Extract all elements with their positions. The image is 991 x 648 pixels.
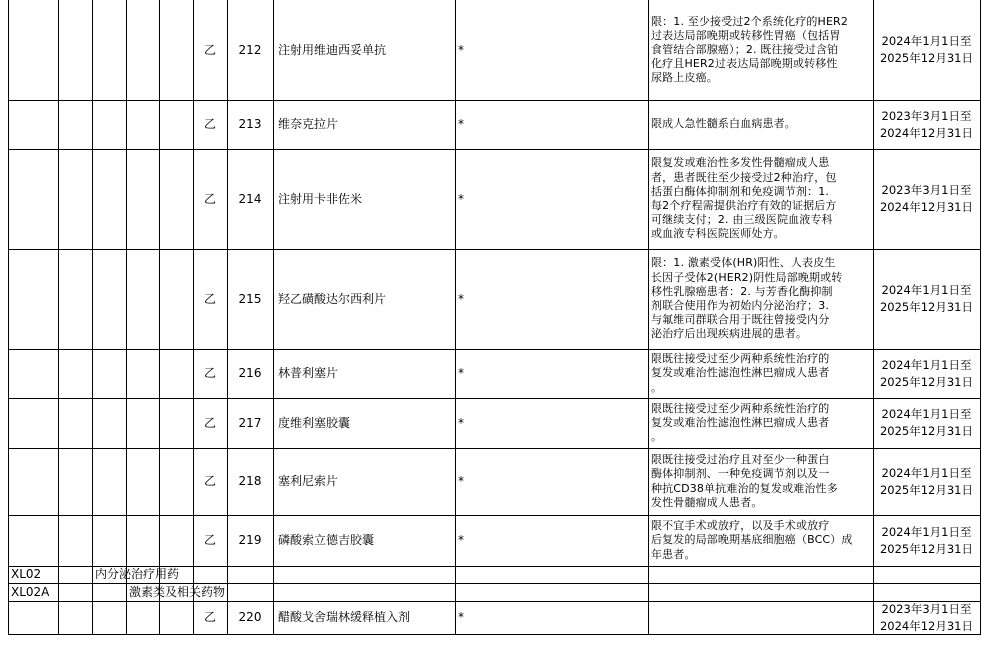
category-cell: 乙: [203, 533, 216, 547]
subclass-name-cell: 激素类及相关药物: [129, 584, 226, 599]
validity-period-line: 2025年12月31日: [879, 424, 974, 438]
restriction-note-line: 复发或难治性滤泡性淋巴瘤成人患者: [651, 415, 830, 429]
serial-number-cell: 217: [238, 415, 262, 430]
restriction-note-line: 复发或难治性滤泡性淋巴瘤成人患者: [651, 366, 830, 380]
validity-period-line: 2025年12月31日: [879, 541, 974, 556]
drug-name-cell: 维奈克拉片: [278, 117, 339, 131]
restriction-note-line: 泌治疗后出现疾病进展的患者。: [651, 327, 808, 341]
grid-row-line: [8, 515, 981, 516]
validity-period-cell: [873, 465, 980, 499]
grid-row-line: [8, 149, 981, 150]
grid-column-line: [273, 0, 274, 634]
drug-name-cell: 磷酸索立德吉胶囊: [278, 533, 375, 547]
drug-name-cell: 注射用卡非佐米: [278, 191, 363, 206]
restriction-note-line: 限复发或难治性多发性骨髓瘤成人患: [651, 156, 830, 170]
validity-period-cell: [873, 357, 980, 391]
restriction-note-cell: [651, 117, 796, 131]
mark-cell: *: [458, 191, 464, 206]
validity-period-line: 2024年1月1日至: [881, 283, 972, 297]
serial-number-cell: 220: [238, 610, 262, 624]
restriction-note-line: 可继续支付；2. 由三级医院血液专科: [651, 213, 833, 227]
validity-period-cell: [873, 601, 980, 635]
validity-period-line: 2025年12月31日: [879, 51, 974, 65]
grid-row-line: [8, 601, 981, 602]
category-cell: 乙: [203, 191, 216, 206]
restriction-note-cell: [651, 156, 837, 241]
serial-number-cell: 216: [238, 366, 262, 380]
restriction-note-line: 限成人急性髓系白血病患者。: [651, 117, 796, 131]
restriction-note-cell: [651, 352, 829, 395]
grid-row-line: [8, 249, 981, 250]
restriction-note-line: 。: [651, 430, 663, 444]
mark-cell: *: [458, 610, 464, 624]
grid-column-line: [58, 0, 59, 634]
class-code-cell: XL02A: [11, 584, 50, 599]
validity-period-line: 2025年12月31日: [879, 374, 974, 389]
validity-period-line: 2024年1月1日至: [881, 34, 972, 48]
restriction-note-line: 或血液专科医院医师处方。: [651, 227, 785, 241]
mark-cell: *: [458, 117, 464, 131]
restriction-note-line: 年患者。: [651, 547, 696, 561]
restriction-note-line: 化疗且HER2过表达局部晚期或转移性: [651, 57, 838, 71]
validity-period-line: 2024年12月31日: [879, 618, 974, 633]
restriction-note-cell: [651, 453, 838, 510]
restriction-note-line: 长因子受体2(HER2)阴性局部晚期或转: [651, 270, 843, 284]
grid-column-line: [648, 0, 649, 634]
restriction-note-line: 限既往接受过至少两种系统性治疗的: [651, 352, 830, 366]
restriction-note-line: 发性骨髓瘤成人患者。: [651, 495, 763, 509]
grid-row-line: [8, 634, 981, 635]
restriction-note-cell: [651, 402, 829, 445]
restriction-note-line: 每2个疗程需提供治疗有效的证据后方: [651, 199, 837, 212]
validity-period-line: 2024年1月1日至: [881, 524, 972, 539]
drug-name-cell: 度维利塞胶囊: [278, 415, 351, 430]
serial-number-cell: 215: [238, 291, 262, 306]
mark-cell: *: [458, 533, 464, 547]
validity-period-cell: [873, 406, 980, 440]
drug-name-cell: 羟乙磺酸达尔西利片: [278, 291, 387, 306]
validity-period-cell: [873, 282, 980, 316]
restriction-note-line: 括蛋白酶体抑制剂和免疫调节剂：1.: [651, 184, 830, 198]
grid-column-line: [126, 0, 127, 634]
restriction-note-line: 食管结合部腺癌）；2. 既往接受过含铂: [651, 42, 839, 56]
validity-period-line: 2024年12月31日: [879, 125, 974, 140]
mark-cell: *: [458, 474, 464, 488]
validity-period-line: 2025年12月31日: [879, 482, 974, 497]
restriction-note-line: 限既往接受过至少两种系统性治疗的: [651, 401, 830, 415]
serial-number-cell: 212: [238, 42, 262, 57]
restriction-note-line: 过表达局部晚期或转移性胃癌（包括胃: [651, 28, 841, 42]
restriction-note-line: 限既往接受过治疗且对至少一种蛋白: [651, 453, 830, 467]
validity-period-line: 2024年1月1日至: [881, 465, 972, 480]
grid-row-line: [8, 100, 981, 101]
validity-period-line: 2023年3月1日至: [881, 601, 972, 616]
mark-cell: *: [458, 366, 464, 380]
restriction-note-cell: [651, 256, 842, 341]
drug-name-cell: 林普利塞片: [278, 366, 339, 380]
mark-cell: *: [458, 42, 464, 57]
class-name-cell: 内分泌治疗用药: [95, 567, 180, 581]
grid-column-line: [159, 0, 160, 634]
grid-row-line: [8, 448, 981, 449]
category-cell: 乙: [203, 291, 216, 306]
restriction-note-line: 与氟维司群联合用于既往曾接受内分: [651, 313, 830, 327]
category-cell: 乙: [203, 366, 216, 380]
restriction-note-line: 限：1. 至少接受过2个系统化疗的HER2: [651, 14, 849, 28]
restriction-note-line: 限不宜手术或放疗，以及手术或放疗: [651, 519, 830, 533]
grid-column-line: [455, 0, 456, 634]
validity-period-cell: [873, 182, 980, 216]
category-cell: 乙: [203, 415, 216, 430]
restriction-note-cell: [651, 15, 848, 86]
grid-row-line: [8, 398, 981, 399]
grid-column-line: [980, 0, 981, 634]
validity-period-line: 2023年3月1日至: [881, 108, 972, 123]
validity-period-line: 2024年12月31日: [879, 200, 974, 214]
serial-number-cell: 213: [238, 117, 262, 131]
validity-period-line: 2024年1月1日至: [881, 407, 972, 421]
restriction-note-line: 者，患者既往至少接受过2种治疗，包: [651, 170, 837, 184]
validity-period-cell: [873, 524, 980, 558]
restriction-note-cell: [651, 519, 853, 562]
category-cell: 乙: [203, 117, 216, 131]
restriction-note-line: 尿路上皮癌。: [651, 71, 718, 85]
serial-number-cell: 214: [238, 191, 262, 206]
restriction-note-line: 。: [651, 380, 663, 394]
restriction-note-line: 剂联合使用作为初始内分泌治疗；3.: [651, 299, 830, 312]
class-code-cell: XL02: [11, 567, 42, 581]
grid-row-line: [8, 349, 981, 350]
category-cell: 乙: [203, 610, 216, 624]
restriction-note-line: 后复发的局部晚期基底细胞癌（BCC）成: [651, 533, 853, 547]
drug-name-cell: 塞利尼索片: [278, 474, 339, 488]
restriction-note-line: 种抗CD38单抗难治的复发或难治性多: [651, 481, 838, 495]
validity-period-line: 2023年3月1日至: [881, 183, 972, 197]
grid-column-line: [92, 0, 93, 634]
mark-cell: *: [458, 291, 464, 306]
validity-period-line: 2024年1月1日至: [881, 357, 972, 372]
grid-column-line: [8, 0, 9, 634]
category-cell: 乙: [203, 474, 216, 488]
restriction-note-line: 限：1. 激素受体(HR)阳性、人表皮生: [651, 256, 836, 270]
validity-period-cell: [873, 33, 980, 67]
validity-period-line: 2025年12月31日: [879, 300, 974, 314]
serial-number-cell: 218: [238, 474, 262, 488]
mark-cell: *: [458, 415, 464, 430]
restriction-note-line: 酶体抑制剂、一种免疫调节剂以及一: [651, 467, 830, 481]
drug-name-cell: 醋酸戈舍瑞林缓释植入剂: [278, 610, 411, 624]
category-cell: 乙: [203, 42, 216, 57]
restriction-note-line: 移性乳腺癌患者：2. 与芳香化酶抑制: [651, 284, 833, 298]
serial-number-cell: 219: [238, 533, 262, 547]
validity-period-cell: [873, 108, 980, 142]
drug-name-cell: 注射用维迪西妥单抗: [278, 42, 387, 57]
